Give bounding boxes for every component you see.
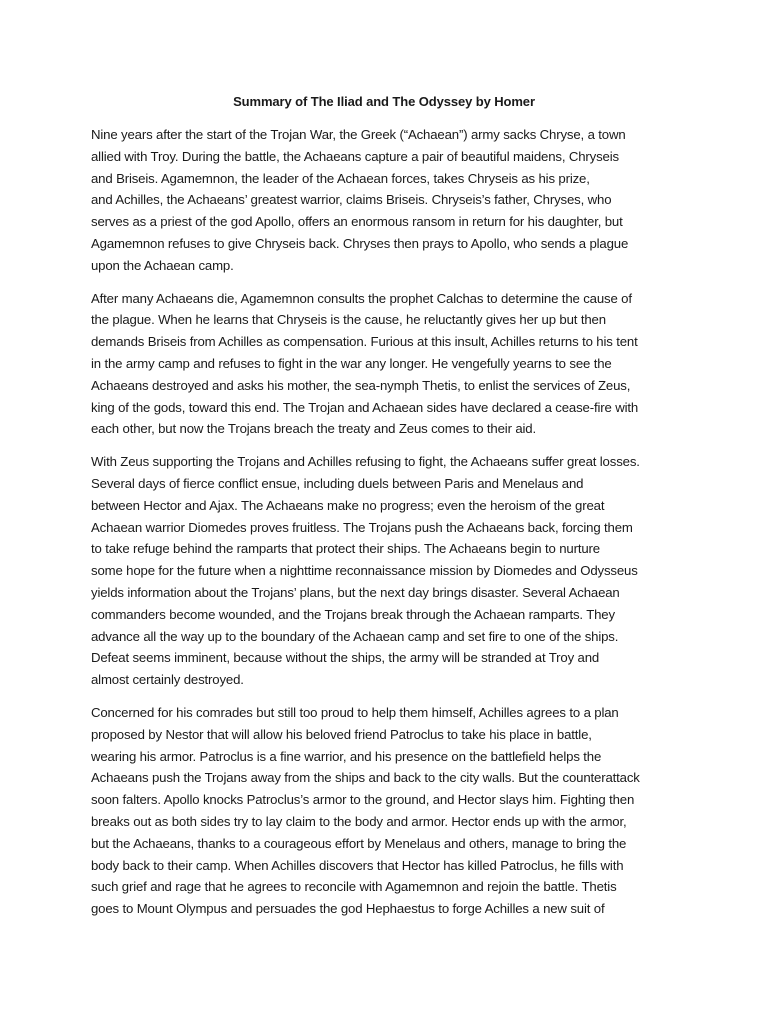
text-line: Achaeans destroyed and asks his mother, the sea-nymph Thetis, to enlist the services of Zeus, — [91, 377, 631, 393]
text-line: Defeat seems imminent, because without the ships, the army will be stranded at Troy and — [91, 650, 600, 666]
text-line: yields information about the Trojans’ plans, but the next day brings disaster. Several Achaean — [91, 584, 620, 600]
text-line: Achaeans push the Trojans away from the ships and back to the city walls. But the counterattack — [91, 770, 640, 786]
paragraph-3 — [91, 451, 681, 691]
text-line: each other, but now the Trojans breach the treaty and Zeus comes to their aid. — [91, 421, 536, 437]
text-line: proposed by Nestor that will allow his beloved friend Patroclus to take his place in battle, — [91, 726, 592, 742]
text-line: advance all the way up to the boundary of the Achaean camp and set fire to one of the ships. — [91, 628, 619, 644]
text-line: Achaean warrior Diomedes proves fruitless. The Trojans push the Achaeans back, forcing them — [91, 519, 633, 535]
text-line: upon the Achaean camp. — [91, 257, 234, 273]
text-line: commanders become wounded, and the Trojans break through the Achaean ramparts. They — [91, 606, 615, 622]
text-line: in the army camp and refuses to fight in the war any longer. He vengefully yearns to see the — [91, 355, 612, 371]
text-line: the plague. When he learns that Chryseis is the cause, he reluctantly gives her up but then — [91, 312, 606, 328]
text-line: Nine years after the start of the Trojan War, the Greek (“Achaean”) army sacks Chryse, a town — [91, 127, 626, 142]
text-line: between Hector and Ajax. The Achaeans make no progress; even the heroism of the great — [91, 497, 605, 513]
text-line: goes to Mount Olympus and persuades the god Hephaestus to forge Achilles a new suit of — [91, 901, 605, 917]
text-line: and Briseis. Agamemnon, the leader of the Achaean forces, takes Chryseis as his prize, — [91, 170, 590, 186]
text-line: almost certainly destroyed. — [91, 672, 244, 688]
text-line: but the Achaeans, thanks to a courageous effort by Menelaus and others, manage to bring the — [91, 835, 627, 851]
paragraph-4 — [91, 702, 681, 920]
text-line: breaks out as both sides try to lay claim to the body and armor. Hector ends up with the armor, — [91, 813, 627, 829]
text-line: body back to their camp. When Achilles discovers that Hector has killed Patroclus, he fills with — [91, 857, 624, 873]
text-line: king of the gods, toward this end. The Trojan and Achaean sides have declared a cease-fire with — [91, 399, 639, 415]
document-title: Summary of The Iliad and The Odyssey by Homer — [233, 94, 535, 109]
text-line: soon falters. Apollo knocks Patroclus’s armor to the ground, and Hector slays him. Fighting then — [91, 792, 635, 808]
text-line: such grief and rage that he agrees to reconcile with Agamemnon and rejoin the battle. Thetis — [91, 879, 617, 895]
text-line: demands Briseis from Achilles as compensation. Furious at this insult, Achilles returns to his tent — [91, 334, 638, 350]
paragraph-2 — [91, 288, 681, 441]
paragraph-1 — [91, 124, 681, 277]
text-line: wearing his armor. Patroclus is a fine warrior, and his presence on the battlefield helps the — [91, 748, 602, 764]
text-line: and Achilles, the Achaeans’ greatest warrior, claims Briseis. Chryseis’s father, Chryses, who — [91, 192, 612, 208]
document-body — [91, 124, 681, 931]
text-line: some hope for the future when a nighttime reconnaissance mission by Diomedes and Odysseus — [91, 563, 638, 579]
text-line: allied with Troy. During the battle, the Achaeans capture a pair of beautiful maidens, Chryseis — [91, 148, 619, 164]
text-line: serves as a priest of the god Apollo, offers an enormous ransom in return for his daughter, but — [91, 214, 623, 230]
text-line: to take refuge behind the ramparts that protect their ships. The Achaeans begin to nurture — [91, 541, 600, 557]
text-line: Agamemnon refuses to give Chryseis back. Chryses then prays to Apollo, who sends a plague — [91, 235, 629, 251]
text-line: With Zeus supporting the Trojans and Achilles refusing to fight, the Achaeans suffer great losses. — [91, 454, 640, 470]
text-line: After many Achaeans die, Agamemnon consults the prophet Calchas to determine the cause of — [91, 290, 632, 306]
text-line: Several days of fierce conflict ensue, including duels between Paris and Menelaus and — [91, 475, 584, 491]
text-line: Concerned for his comrades but still too proud to help them himself, Achilles agrees to a plan — [91, 704, 619, 720]
